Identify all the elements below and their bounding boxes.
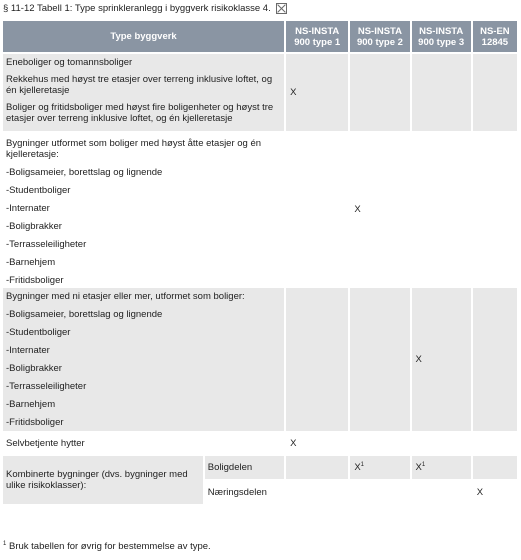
list-item: -Barnehjem bbox=[6, 257, 56, 268]
header-type1: NS-INSTA 900 type 1 bbox=[286, 21, 348, 52]
row-heading: Bygninger utformet som boliger med høyst åtte etasjer og én kjelleretasje: bbox=[6, 138, 262, 160]
row-label: Selvbetjente hytter bbox=[3, 433, 284, 454]
table-row-nine-floors-or-more bbox=[3, 288, 517, 431]
sub-row-label: Boligdelen bbox=[205, 456, 284, 479]
header-en12845: NS-EN 12845 bbox=[473, 21, 517, 52]
list-item: -Fritidsboliger bbox=[6, 275, 64, 286]
footnote-number: 1 bbox=[3, 540, 7, 547]
combined-buildings-label: Kombinerte bygninger (dvs. bygninger med ulike risikoklasser): bbox=[3, 456, 203, 504]
caption-text: § 11-12 Tabell 1: Type sprinkleranlegg i byggverk risikoklasse 4. bbox=[3, 3, 271, 14]
header-type2: NS-INSTA 900 type 2 bbox=[350, 21, 409, 52]
header-type: Type byggverk bbox=[3, 21, 284, 52]
table-row-small-dwellings bbox=[3, 54, 517, 131]
list-item: -Internater bbox=[6, 345, 50, 356]
table-row-self-service-cabins bbox=[3, 433, 517, 454]
table-row-up-to-eight-floors bbox=[3, 133, 517, 286]
row-text: Boliger og fritidsboliger med høyst fire boligenheter og høyst tre etasjer over terreng inklusive loftet, og én kjelleretasje bbox=[6, 102, 274, 124]
mark-type1: X bbox=[286, 433, 348, 454]
list-item: -Internater bbox=[6, 203, 50, 214]
list-item: -Barnehjem bbox=[6, 399, 56, 410]
footnote-text: Bruk tabellen for øvrig for bestemmelse av type. bbox=[8, 541, 211, 552]
list-item: -Boligsameier, borettslag og lignende bbox=[6, 167, 163, 178]
broken-image-icon bbox=[276, 3, 287, 14]
list-item: -Fritidsboliger bbox=[6, 417, 64, 428]
list-item: -Studentboliger bbox=[6, 185, 71, 196]
list-item: -Boligbrakker bbox=[6, 363, 62, 374]
header-type3: NS-INSTA 900 type 3 bbox=[412, 21, 471, 52]
sprinkler-table bbox=[1, 19, 519, 506]
header-row bbox=[3, 21, 517, 52]
mark-type2: X bbox=[350, 133, 409, 286]
small-dwellings-cell bbox=[3, 54, 284, 131]
row-heading: Bygninger med ni etasjer eller mer, utformet som boliger: bbox=[6, 291, 245, 302]
list-item: -Terrasseleiligheter bbox=[6, 239, 87, 250]
list-item: -Terrasseleiligheter bbox=[6, 381, 87, 392]
sub-row-label: Næringsdelen bbox=[205, 481, 284, 504]
mark-type1: X bbox=[286, 54, 348, 131]
table-row-combined-residential bbox=[3, 456, 517, 479]
mark-text: X bbox=[354, 462, 361, 473]
list-item: -Studentboliger bbox=[6, 327, 71, 338]
mark-text: X bbox=[415, 462, 422, 473]
mark-type2-combined bbox=[350, 456, 409, 479]
footnote-ref: 1 bbox=[360, 461, 365, 468]
footnote bbox=[3, 541, 211, 552]
row-text: Eneboliger og tomannsboliger bbox=[6, 57, 133, 68]
table-caption bbox=[3, 3, 287, 14]
up-to-eight-floors-cell bbox=[3, 133, 284, 286]
list-item: -Boligsameier, borettslag og lignende bbox=[6, 309, 163, 320]
row-text: Rekkehus med høyst tre etasjer over terreng inklusive loftet, og én kjelleretasje bbox=[6, 74, 273, 96]
mark-type3-combined bbox=[412, 456, 471, 479]
mark-en12845: X bbox=[473, 481, 517, 504]
mark-type3: X bbox=[412, 288, 471, 431]
nine-floors-cell bbox=[3, 288, 284, 431]
list-item: -Boligbrakker bbox=[6, 221, 62, 232]
footnote-ref: 1 bbox=[421, 461, 426, 468]
